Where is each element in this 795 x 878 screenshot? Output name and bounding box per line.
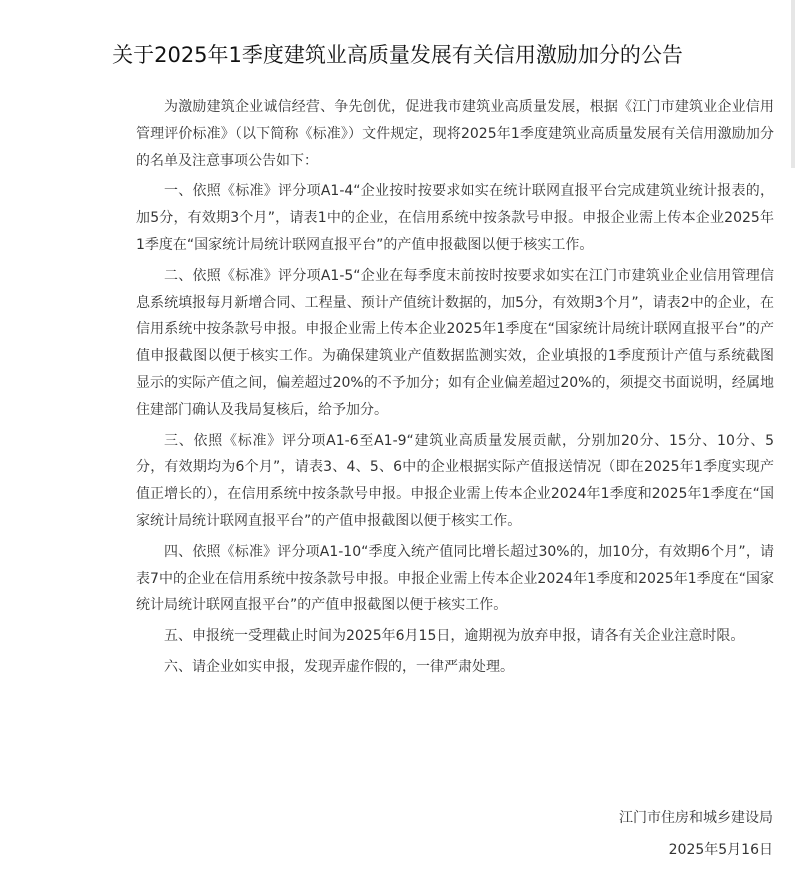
paragraph-item-1: 一、依照《标准》评分项A1-4“企业按时按要求如实在统计联网直报平台完成建筑业统计报表的，加5分，有效期3个月”，请表1中的企业，在信用系统中按条款号申报。申报企业需上传本企业2025年1季度在“国家统计局统计联网直报平台”的产值申报截图以便于核实工作。: [136, 183, 774, 253]
paragraph-item-4: 四、依照《标准》评分项A1-10“季度入统产值同比增长超过30%的，加10分，有效期6个月”，请表7中的企业在信用系统中按条款号申报。申报企业需上传本企业2024年1季度和2025年1季度在“国家统计局统计联网直报平台”的产值申报截图以便于核实工作。: [136, 543, 774, 614]
paragraph-item-3: 三、依照《标准》评分项A1-6至A1-9“建筑业高质量发展贡献，分别加20分、15分、10分、5分，有效期均为6个月”，请表3、4、5、6中的企业根据实际产值报送情况（即在2025年1季度实现产值正增长的），在信用系统中按条款号申报。申报企业需上传本企业2024年1季度和2025年1季度在“国家统计局统计联网直报平台”的产值申报截图以便于核实工作。: [136, 432, 774, 529]
document-body: [136, 94, 774, 685]
signature-date: 2025年5月16日: [668, 842, 773, 858]
document-title: 关于2025年1季度建筑业高质量发展有关信用激励加分的公告: [112, 43, 683, 68]
page-scrollbar[interactable]: [791, 0, 795, 168]
paragraph-item-6: 六、请企业如实申报，发现弄虚作假的，一律严肃处理。: [164, 658, 514, 675]
signature-organization: 江门市住房和城乡建设局: [619, 810, 773, 826]
paragraph-intro: 为激励建筑企业诚信经营、争先创优，促进我市建筑业高质量发展，根据《江门市建筑业企业信用管理评价标准》（以下简称《标准》）文件规定，现将2025年1季度建筑业高质量发展有关信用激励加分的名单及注意事项公告如下：: [136, 99, 774, 169]
paragraph-item-5: 五、申报统一受理截止时间为2025年6月15日，逾期视为放弃申报，请各有关企业注意时限。: [164, 628, 745, 645]
paragraph-item-2: 二、依照《标准》评分项A1-5“企业在每季度末前按时按要求如实在江门市建筑业企业信用管理信息系统填报每月新增合同、工程量、预计产值统计数据的，加5分，有效期3个月”，请表2中的企业，在信用系统中按条款号申报。申报企业需上传本企业2025年1季度在“国家统计局统计联网直报平台”的产值申报截图以便于核实工作。为确保建筑业产值数据监测实效，企业填报的1季度预计产值与系统截图显示的实际产值之间，偏差超过20%的不予加分；如有企业偏差超过20%的，须提交书面说明，经属地住建部门确认及我局复核后，给予加分。: [136, 267, 774, 418]
